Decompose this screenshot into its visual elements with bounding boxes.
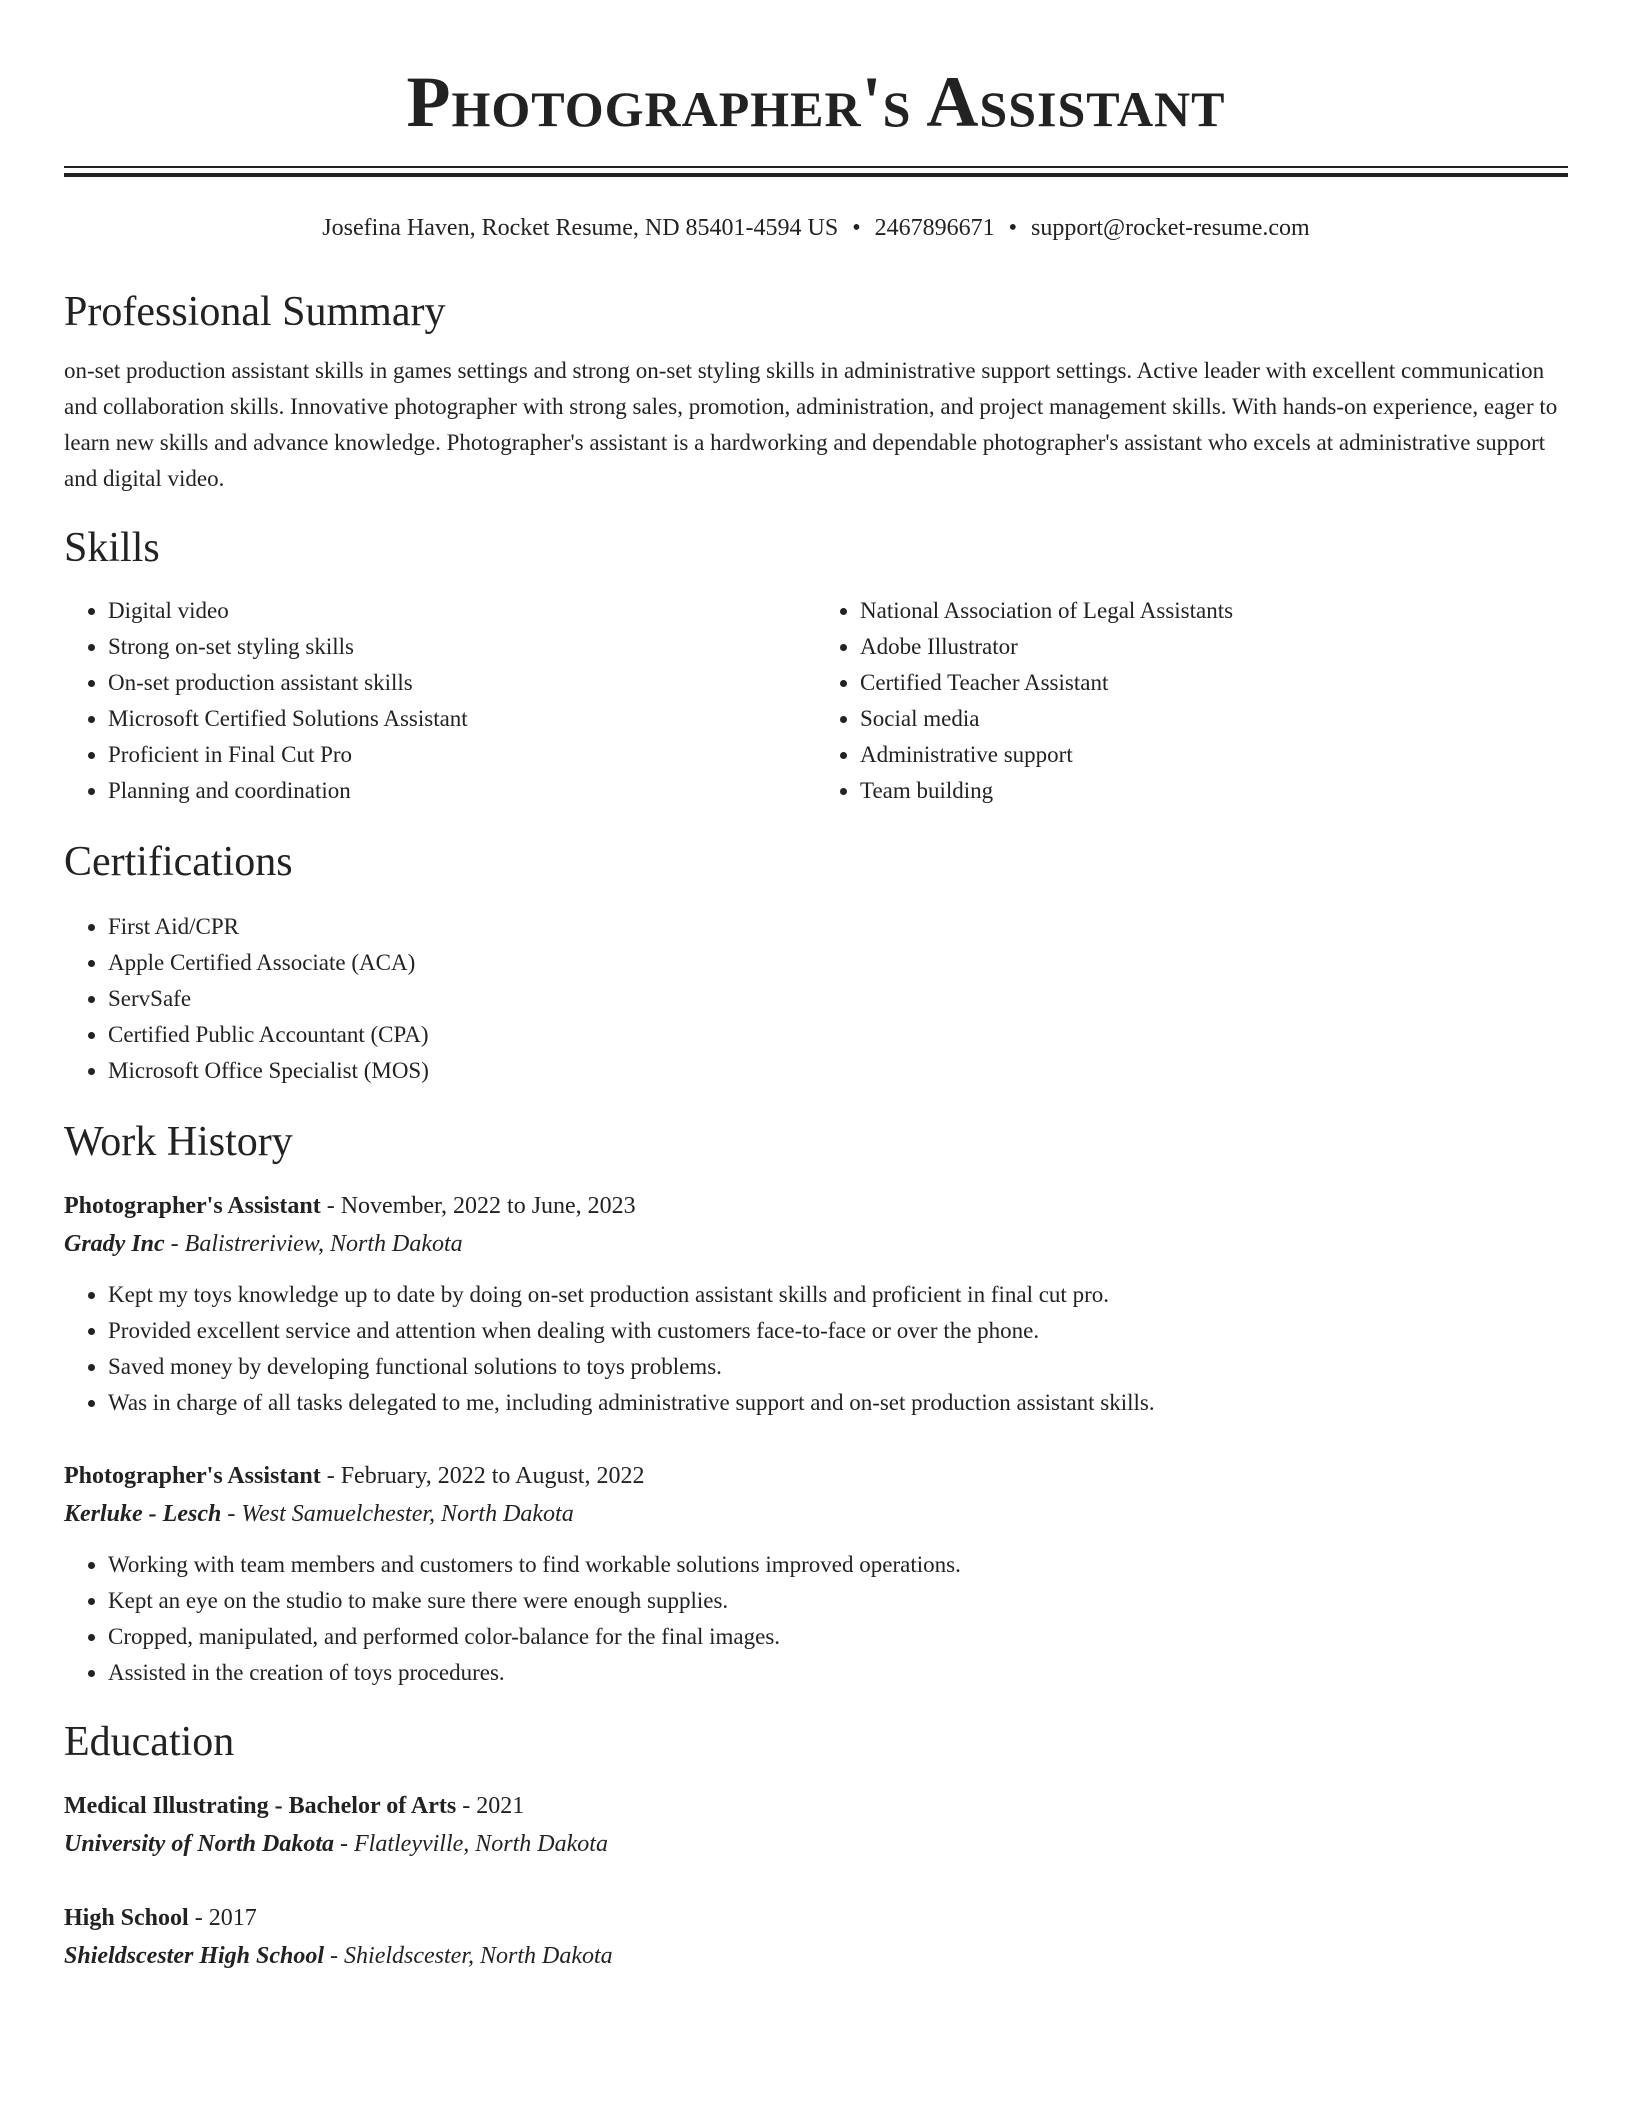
summary-text: on-set production assistant skills in games settings and strong on-set styling skills in administrative support settings. Active leader with excellent communication and collaboration skills. Innovative photographer with strong sales, promotion, administration, and project management skills. With hands-on experience, eager to learn new skills and advance knowledge. Photographer's assistant is a hardworking and dependable photographer's assistant who excels at administrative support and digital video. — [64, 358, 1558, 491]
job-title: Photographer's Assistant — [64, 1193, 321, 1219]
title-divider-thin — [64, 166, 1568, 168]
certification-item: • ServSafe — [108, 981, 1568, 1017]
certifications-list — [64, 909, 1568, 1089]
education-entry — [64, 1899, 1568, 1975]
job-dates: February, 2022 to August, 2022 — [340, 1463, 645, 1489]
education-section — [64, 1717, 1568, 1975]
contact-separator: • — [852, 215, 861, 241]
skills-heading: Skills — [64, 525, 160, 571]
job-bullets — [64, 1277, 1568, 1421]
summary-section — [64, 287, 1568, 497]
job-company: Grady Inc — [64, 1231, 165, 1257]
degree-name: High School — [64, 1905, 189, 1931]
school-location: Flatleyville, North Dakota — [354, 1831, 608, 1857]
job-bullet: • Provided excellent service and attention when dealing with customers face-to-face or over the phone. — [108, 1313, 1568, 1349]
dash: - — [170, 1231, 179, 1257]
skill-item: • Adobe Illustrator — [860, 629, 1568, 665]
contact-phone: 2467896671 — [874, 215, 995, 241]
degree-school — [64, 1937, 1568, 1975]
degree-name: Medical Illustrating - Bachelor of Arts — [64, 1793, 457, 1819]
degree-year: 2017 — [208, 1905, 257, 1931]
degree-header — [64, 1787, 1568, 1825]
job-entry — [64, 1187, 1568, 1421]
job-bullet: • Kept an eye on the studio to make sure there were enough supplies. — [108, 1583, 1568, 1619]
job-location: Balistreriview, North Dakota — [184, 1231, 463, 1257]
certifications-section — [64, 837, 1568, 1089]
skill-item: • National Association of Legal Assistants — [860, 593, 1568, 629]
skill-item: • Certified Teacher Assistant — [860, 665, 1568, 701]
dash: - — [330, 1943, 339, 1969]
contact-address: Josefina Haven, Rocket Resume, ND 85401-4594 US — [322, 215, 839, 241]
contact-line — [64, 213, 1568, 243]
school-name: Shieldscester High School — [64, 1943, 325, 1969]
certification-item: • First Aid/CPR — [108, 909, 1568, 945]
job-bullet: • Was in charge of all tasks delegated to me, including administrative support and on-set production assistant skills. — [108, 1385, 1568, 1421]
job-employer — [64, 1495, 1568, 1533]
degree-header — [64, 1899, 1568, 1937]
skills-list-left — [64, 593, 816, 809]
work-history-heading: Work History — [64, 1119, 293, 1165]
job-bullet: • Saved money by developing functional solutions to toys problems. — [108, 1349, 1568, 1385]
education-entry — [64, 1787, 1568, 1863]
degree-year: 2021 — [476, 1793, 525, 1819]
job-title: Photographer's Assistant — [64, 1463, 321, 1489]
school-location: Shieldscester, North Dakota — [344, 1943, 613, 1969]
contact-separator: • — [1008, 215, 1018, 241]
skills-grid — [64, 593, 1568, 809]
skill-item: • Digital video — [108, 593, 816, 629]
dash: - — [340, 1831, 348, 1857]
dash: - — [462, 1793, 471, 1819]
degree-school — [64, 1825, 1568, 1863]
skill-item: • Administrative support — [860, 737, 1568, 773]
school-name: University of North Dakota — [64, 1831, 334, 1857]
skills-list-right — [816, 593, 1568, 809]
dash: - — [326, 1193, 335, 1219]
certification-item: • Certified Public Accountant (CPA) — [108, 1017, 1568, 1053]
certification-item: • Apple Certified Associate (ACA) — [108, 945, 1568, 981]
job-bullet: • Kept my toys knowledge up to date by doing on-set production assistant skills and proficient in final cut pro. — [108, 1277, 1568, 1313]
job-company: Kerluke - Lesch — [64, 1501, 222, 1527]
job-bullet: • Assisted in the creation of toys procedures. — [108, 1655, 1568, 1691]
job-bullet: • Working with team members and customers to find workable solutions improved operations. — [108, 1547, 1568, 1583]
skills-section — [64, 523, 1568, 809]
job-dates: November, 2022 to June, 2023 — [340, 1193, 636, 1219]
job-bullets — [64, 1547, 1568, 1691]
skill-item: • Team building — [860, 773, 1568, 809]
summary-heading: Professional Summary — [64, 289, 446, 335]
dash: - — [194, 1905, 203, 1931]
education-heading: Education — [64, 1719, 235, 1765]
dash: - — [227, 1501, 236, 1527]
work-history-section — [64, 1117, 1568, 1691]
job-employer — [64, 1225, 1568, 1263]
job-header — [64, 1187, 1568, 1225]
certifications-heading: Certifications — [64, 839, 293, 885]
contact-email: support@rocket-resume.com — [1031, 215, 1310, 241]
skill-item: • Social media — [860, 701, 1568, 737]
dash: - — [326, 1463, 335, 1489]
job-bullet: • Cropped, manipulated, and performed color-balance for the final images. — [108, 1619, 1568, 1655]
job-header — [64, 1457, 1568, 1495]
title-divider-thick — [64, 173, 1568, 177]
skill-item: • Strong on-set styling skills — [108, 629, 816, 665]
resume-title: Photographer's Assistant — [406, 62, 1226, 142]
certification-item: • Microsoft Office Specialist (MOS) — [108, 1053, 1568, 1089]
skill-item: • Microsoft Certified Solutions Assistant — [108, 701, 816, 737]
job-entry — [64, 1457, 1568, 1691]
skill-item: • On-set production assistant skills — [108, 665, 816, 701]
skill-item: • Proficient in Final Cut Pro — [108, 737, 816, 773]
job-location: West Samuelchester, North Dakota — [241, 1501, 574, 1527]
skill-item: • Planning and coordination — [108, 773, 816, 809]
